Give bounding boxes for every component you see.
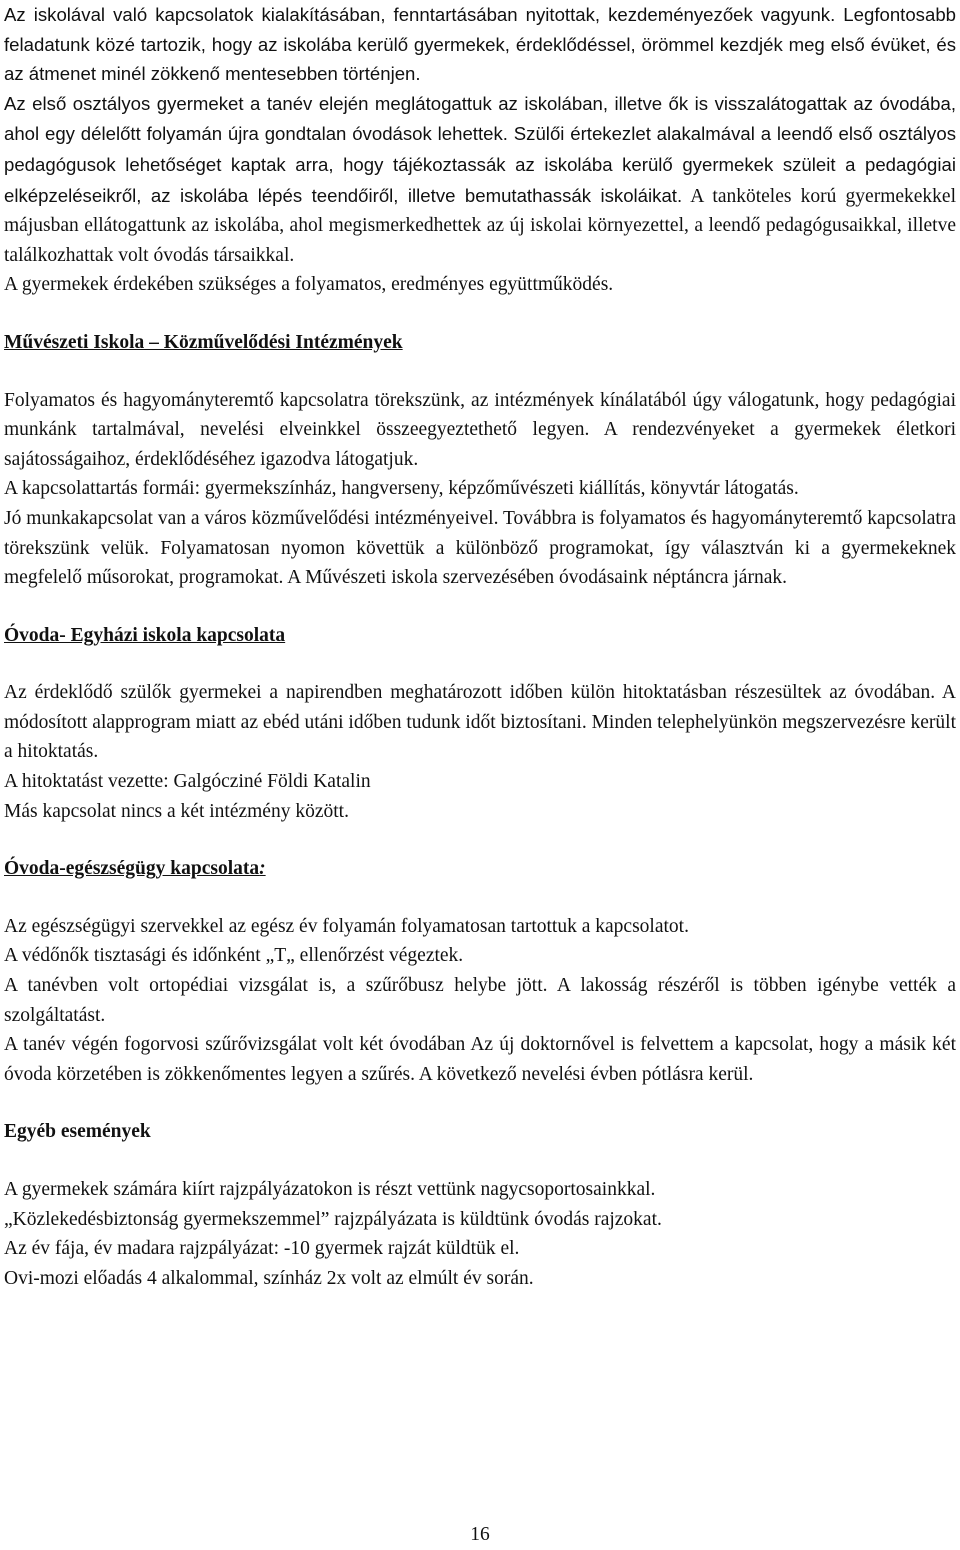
- art-paragraph-3: Jó munkakapcsolat van a város közművelődési intézményeivel. Továbbra is folyamatos és hagyományteremtő kapcsolatra törekszünk velük. Folyamatosan nyomon követtük a különböző programokat, így választván ki a gyermekeknek megfelelő műsorokat, programokat. A Művészeti iskola szervezésében óvodásaink néptáncra járnak.: [4, 507, 956, 589]
- heading-other-events: Egyéb események: [4, 1121, 151, 1143]
- other-paragraph-1: A gyermekek számára kiírt rajzpályázatokon is részt vettünk nagycsoportosainkkal.: [4, 1179, 656, 1200]
- heading-health: [4, 854, 956, 884]
- church-paragraph-2: A hitoktatást vezette: Galgócziné Földi Katalin: [4, 771, 371, 793]
- other-paragraph-2: „Közlekedésbiztonság gyermekszemmel” rajzpályázata is küldtünk óvodás rajzokat.: [4, 1208, 662, 1230]
- heading-health-colon: :: [259, 858, 266, 880]
- page-number: 16: [470, 1524, 490, 1545]
- intro-paragraph-2-serif: A tanköteles korú gyermekekkel májusban ellátogattunk az iskolába, ahol megismerkedhettek az új iskolai környezettel, a leendő pedagógusaikkal, illetve találkozhattak volt óvodás társaikkal.: [4, 185, 956, 266]
- heading-church-school: Óvoda- Egyházi iskola kapcsolata: [4, 624, 286, 646]
- church-paragraph-3: Más kapcsolat nincs a két intézmény között.: [4, 800, 349, 822]
- intro-paragraph-2: [4, 89, 956, 271]
- health-paragraph-1: Az egészségügyi szervekkel az egész év folyamán folyamatosan tartottuk a kapcsolatot.: [4, 915, 689, 937]
- intro-paragraph-1: Az iskolával való kapcsolatok kialakításában, fenntartásában nyitottak, kezdeményezőek vagyunk. Legfontosabb feladatunk közé tartozik, hogy az iskolába kerülő gyermekek, érdeklődéssel, örömmel kezdjék meg első évüket, és az átmenet minél zökkenő mentesebben történjen.: [4, 4, 956, 85]
- heading-art-school: Művészeti Iskola – Közművelődési Intézmények: [4, 331, 403, 353]
- other-paragraph-4: Ovi-mozi előadás 4 alkalommal, színház 2x volt az elmúlt év során.: [4, 1267, 534, 1289]
- art-paragraph-2: A kapcsolattartás formái: gyermekszínház, hangverseny, képzőművészeti kiállítás, könyvtár látogatás.: [4, 478, 799, 500]
- health-paragraph-3: A tanévben volt ortopédiai vizsgálat is, a szűrőbusz helybe jött. A lakosság részéről is többen igénybe vették a szolgáltatást.: [4, 975, 956, 1026]
- intro-paragraph-2-sans: Az első osztályos gyermeket a tanév elején meglátogattuk az iskolában, illetve ők is visszalátogattak az óvodába, ahol egy délelőtt folyamán újra gondtalan óvodások lehettek. Szülői értekezlet alakalmával a leendő első osztályos pedagógusok lehetőséget kaptak arra, hogy tájékoztassák az iskolába kerülő gyermekek szüleit a pedagógiai elképzeléseikről, az iskolába lépés teendőiről, illetve bemutathassák iskoláikat.: [4, 92, 956, 206]
- document-page: [4, 0, 956, 1293]
- intro-paragraph-3: A gyermekek érdekében szükséges a folyamatos, eredményes együttműködés.: [4, 274, 614, 296]
- heading-health-text: Óvoda-egészségügy kapcsolata: [4, 858, 260, 880]
- other-paragraph-3: Az év fája, év madara rajzpályázat: -10 gyermek rajzát küldtük el.: [4, 1238, 520, 1260]
- health-paragraph-2: A védőnők tisztasági és időnként „T„ ellenőrzést végeztek.: [4, 945, 464, 967]
- health-paragraph-4: A tanév végén fogorvosi szűrővizsgálat volt két óvodában Az új doktornővel is felvettem a kapcsolat, hogy a másik két óvoda körzetében is zökkenőmentes legyen a szűrés. A következő nevelési évben pótlásra kerül.: [4, 1034, 956, 1085]
- church-paragraph-1: Az érdeklődő szülők gyermekei a napirendben meghatározott időben külön hitoktatásban részesültek az óvodában. A módosított alapprogram miatt az ebéd utáni időben tudunk időt biztosítani. Minden telephelyünkön megszervezésre került a hitoktatás.: [4, 682, 956, 763]
- art-paragraph-1: Folyamatos és hagyományteremtő kapcsolatra törekszünk, az intézmények kínálatából úgy válogatunk, hogy pedagógiai munkánk tartalmával, nevelési elveinkkel összeegyeztethető legyen. A rendezvényeket a gyermekek életkori sajátosságaihoz, érdeklődéséhez igazodva látogatjuk.: [4, 389, 956, 470]
